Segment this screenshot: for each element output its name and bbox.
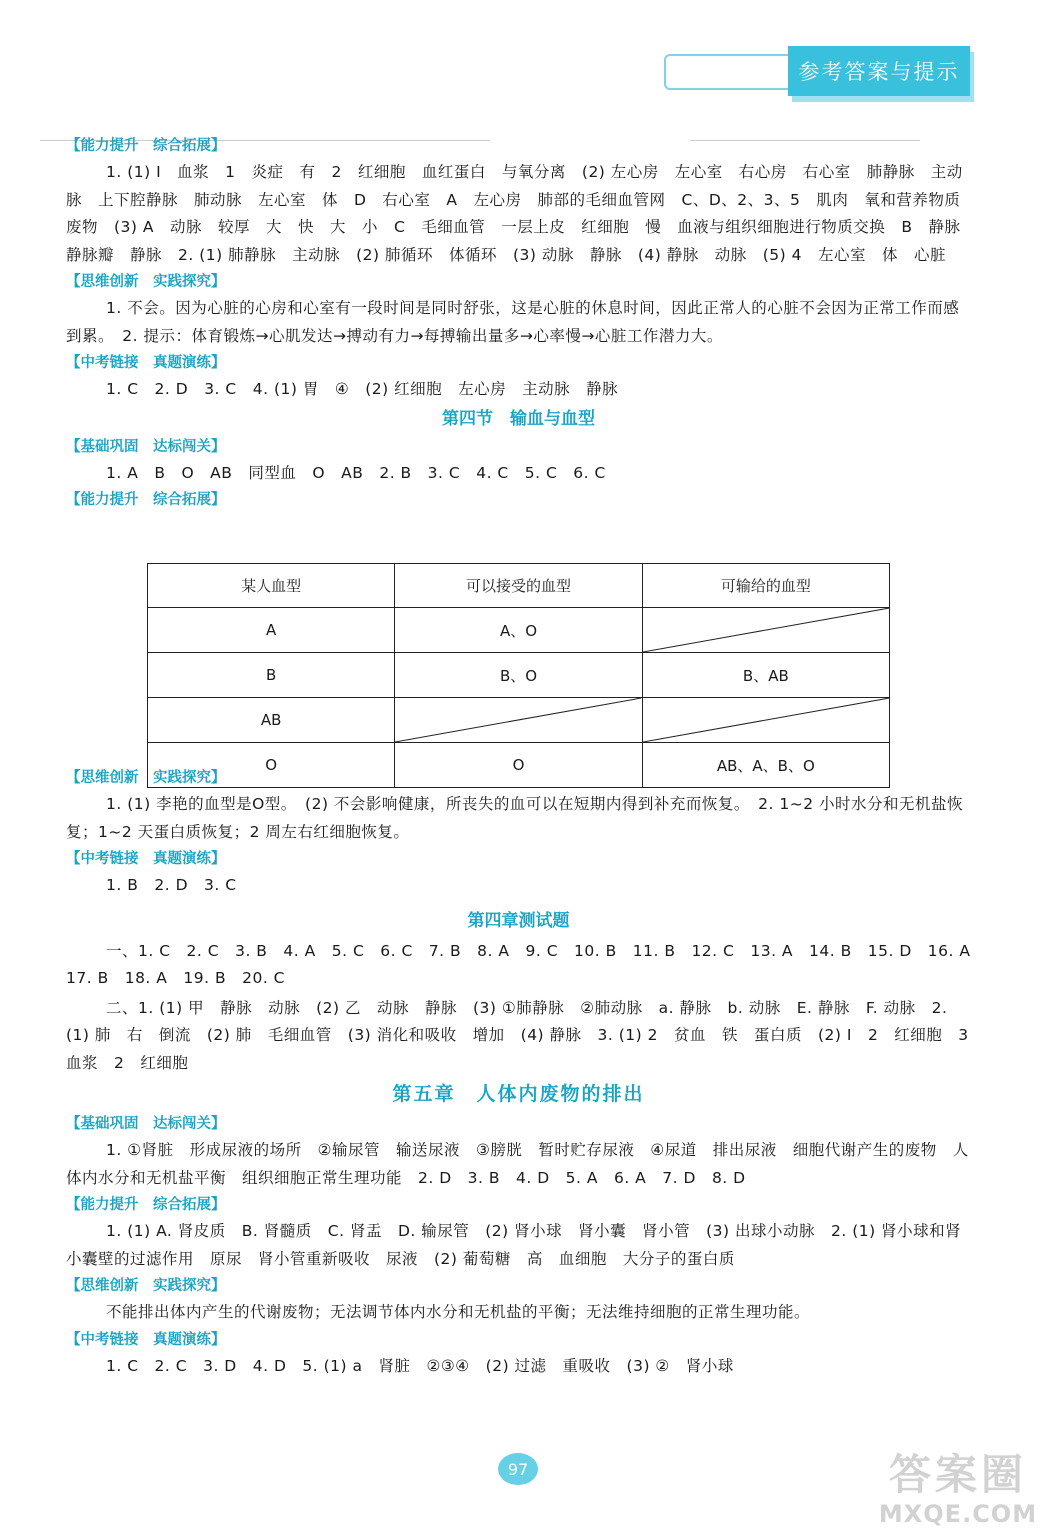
section-text: 1. B 2. D 3. C [106, 876, 237, 894]
section-tag: 【思维创新 实践探究】 [66, 1278, 226, 1294]
section4-title: 第四节 输血与血型 [442, 408, 595, 429]
section-tag: 【中考链接 真题演练】 [66, 355, 226, 371]
table-row [148, 608, 890, 653]
table-header-cell: 某人血型 [148, 564, 395, 608]
table-cell: O [395, 743, 642, 788]
table-cell: B、AB [642, 653, 889, 698]
table-cell: B [148, 653, 395, 698]
table-cell-empty [642, 608, 889, 653]
section-tag: 【思维创新 实践探究】 [66, 274, 226, 290]
section4-basic-tag: 【基础巩固 达标闯关】 [66, 438, 226, 455]
watermark-line1: 答案圈 [888, 1450, 1027, 1499]
section4-ability-tag: 【能力提升 综合拓展】 [66, 492, 226, 508]
table-header-cell: 可输给的血型 [642, 564, 889, 608]
chapter5-exam [66, 1327, 971, 1381]
table-row [148, 743, 890, 788]
header-frame [664, 54, 790, 90]
chapter5-title: 第五章 人体内废物的排出 [392, 1083, 645, 1105]
table-cell: AB [148, 698, 395, 743]
section-tag: 【中考链接 真题演练】 [66, 1331, 226, 1348]
section-thinking-1 [66, 269, 971, 350]
diagonal-slash [395, 698, 641, 742]
section-ability-1 [66, 133, 977, 269]
section-tag: 【能力提升 综合拓展】 [66, 138, 226, 154]
table-row [148, 653, 890, 698]
section-text: 1. (1) Ⅰ 血浆 1 炎症 有 2 红细胞 血红蛋白 与氧分离 (2) 左心房 左心室 右心房 右心室 肺静脉 主动脉 上下腔静脉 肺动脉 左心室 体 D 右心室 A 左心房 肺部的毛细血管网 C、D、2、3、5 肌肉 氧和营养物质 废物 (3) A 动脉 较厚 大 快 大 小 C 毛细血管 一层上皮 红细胞 慢 血液与组织细胞进行物质交换 B 静脉 静脉瓣 静脉 2. (1) 肺静脉 主动脉 (2) 肺循环 体循环 (3) 动脉 静脉 (4) 静脉 动脉 (5) 4 左心室 体 心脏 [66, 163, 977, 264]
diagonal-slash [643, 608, 889, 652]
diagonal-slash [643, 698, 889, 742]
chapter5-ability [66, 1192, 971, 1273]
section-text: 1. (1) A. 肾皮质 B. 肾髓质 C. 肾盂 D. 输尿管 (2) 肾小球 肾小囊 肾小管 (3) 出球小动脉 2. (1) 肾小球和肾小囊壁的过滤作用 原尿 肾小管重新吸收 尿液 (2) 葡萄糖 高 血细胞 大分子的蛋白质 [66, 1222, 962, 1268]
chapter4-test-part1: 一、1. C 2. C 3. B 4. A 5. C 6. C 7. B 8. A 9. C 10. B 11. B 12. C 13. A 14. B 15. D 16. A 17. B 18. A 19. B 20. C [66, 941, 987, 987]
section-tag: 【基础巩固 达标闯关】 [66, 1116, 226, 1132]
watermark-logo [872, 1450, 1044, 1530]
section-tag: 【能力提升 综合拓展】 [66, 1197, 226, 1213]
section-exam-2 [66, 846, 971, 900]
table-cell-empty [642, 698, 889, 743]
watermark-line2: MXQE.COM [878, 1500, 1038, 1528]
blood-type-table [147, 563, 890, 788]
header-tab [788, 46, 970, 96]
table-cell: O [148, 743, 395, 788]
table-row [148, 698, 890, 743]
section-exam-1 [66, 350, 971, 404]
table-cell: A [148, 608, 395, 653]
table-cell-empty [395, 698, 642, 743]
section-tag: 【中考链接 真题演练】 [66, 851, 226, 867]
table-cell: A、O [395, 608, 642, 653]
section-text: 1. (1) 李艳的血型是O型。 (2) 不会影响健康，所丧失的血可以在短期内得到补充而恢复。 2. 1~2 小时水分和无机盐恢复；1~2 天蛋白质恢复；2 周左右红细胞恢复。 [66, 795, 964, 841]
table-cell: B、O [395, 653, 642, 698]
page-number: 97 [507, 1459, 529, 1479]
page-number-badge [498, 1453, 538, 1485]
chapter5-thinking [66, 1273, 971, 1327]
section-text: 1. 不会。因为心脏的心房和心室有一段时间是同时舒张，这是心脏的休息时间，因此正常人的心脏不会因为正常工作而感到累。 2. 提示：体育锻炼→心肌发达→搏动有力→每搏输出量多→心率慢→心脏工作潜力大。 [66, 299, 960, 345]
header-tab-label: 参考答案与提示 [798, 60, 960, 84]
section-tag: 【思维创新 实践探究】 [66, 770, 226, 786]
section-text: 1. C 2. D 3. C 4. (1) 胃 ④ (2) 红细胞 左心房 主动脉 静脉 [106, 380, 619, 398]
chapter4-test-part2: 二、1. (1) 甲 静脉 动脉 (2) 乙 动脉 静脉 (3) ①肺静脉 ②肺动脉 a. 静脉 b. 动脉 E. 静脉 F. 动脉 2. (1) 肺 右 倒流 (2) 肺 毛细血管 (3) 消化和吸收 增加 (4) 静脉 3. (1) 2 贫血 铁 蛋白质 (2) Ⅰ 2 红细胞 3 血浆 2 红细胞 [66, 998, 985, 1072]
table-cell: AB、A、B、O [642, 743, 889, 788]
table-header-row [148, 564, 890, 608]
table-header-cell: 可以接受的血型 [395, 564, 642, 608]
chapter5-basic [66, 1111, 971, 1192]
section-text: 1. ①肾脏 形成尿液的场所 ②输尿管 输送尿液 ③膀胱 暂时贮存尿液 ④尿道 排出尿液 细胞代谢产生的废物 人体内水分和无机盐平衡 组织细胞正常生理功能 2. D 3. B 4. D 5. A 6. A 7. D 8. D [66, 1141, 969, 1187]
chapter4-test-title: 第四章测试题 [467, 910, 570, 931]
section-text: 1. C 2. C 3. D 4. D 5. (1) a 肾脏 ②③④ (2) 过滤 重吸收 (3) ② 肾小球 [106, 1356, 734, 1375]
section-text: 不能排出体内产生的代谢废物；无法调节体内水分和无机盐的平衡；无法维持细胞的正常生理功能。 [106, 1303, 811, 1321]
section4-basic-text: 1. A B O AB 同型血 O AB 2. B 3. C 4. C 5. C 6. C [106, 463, 606, 482]
